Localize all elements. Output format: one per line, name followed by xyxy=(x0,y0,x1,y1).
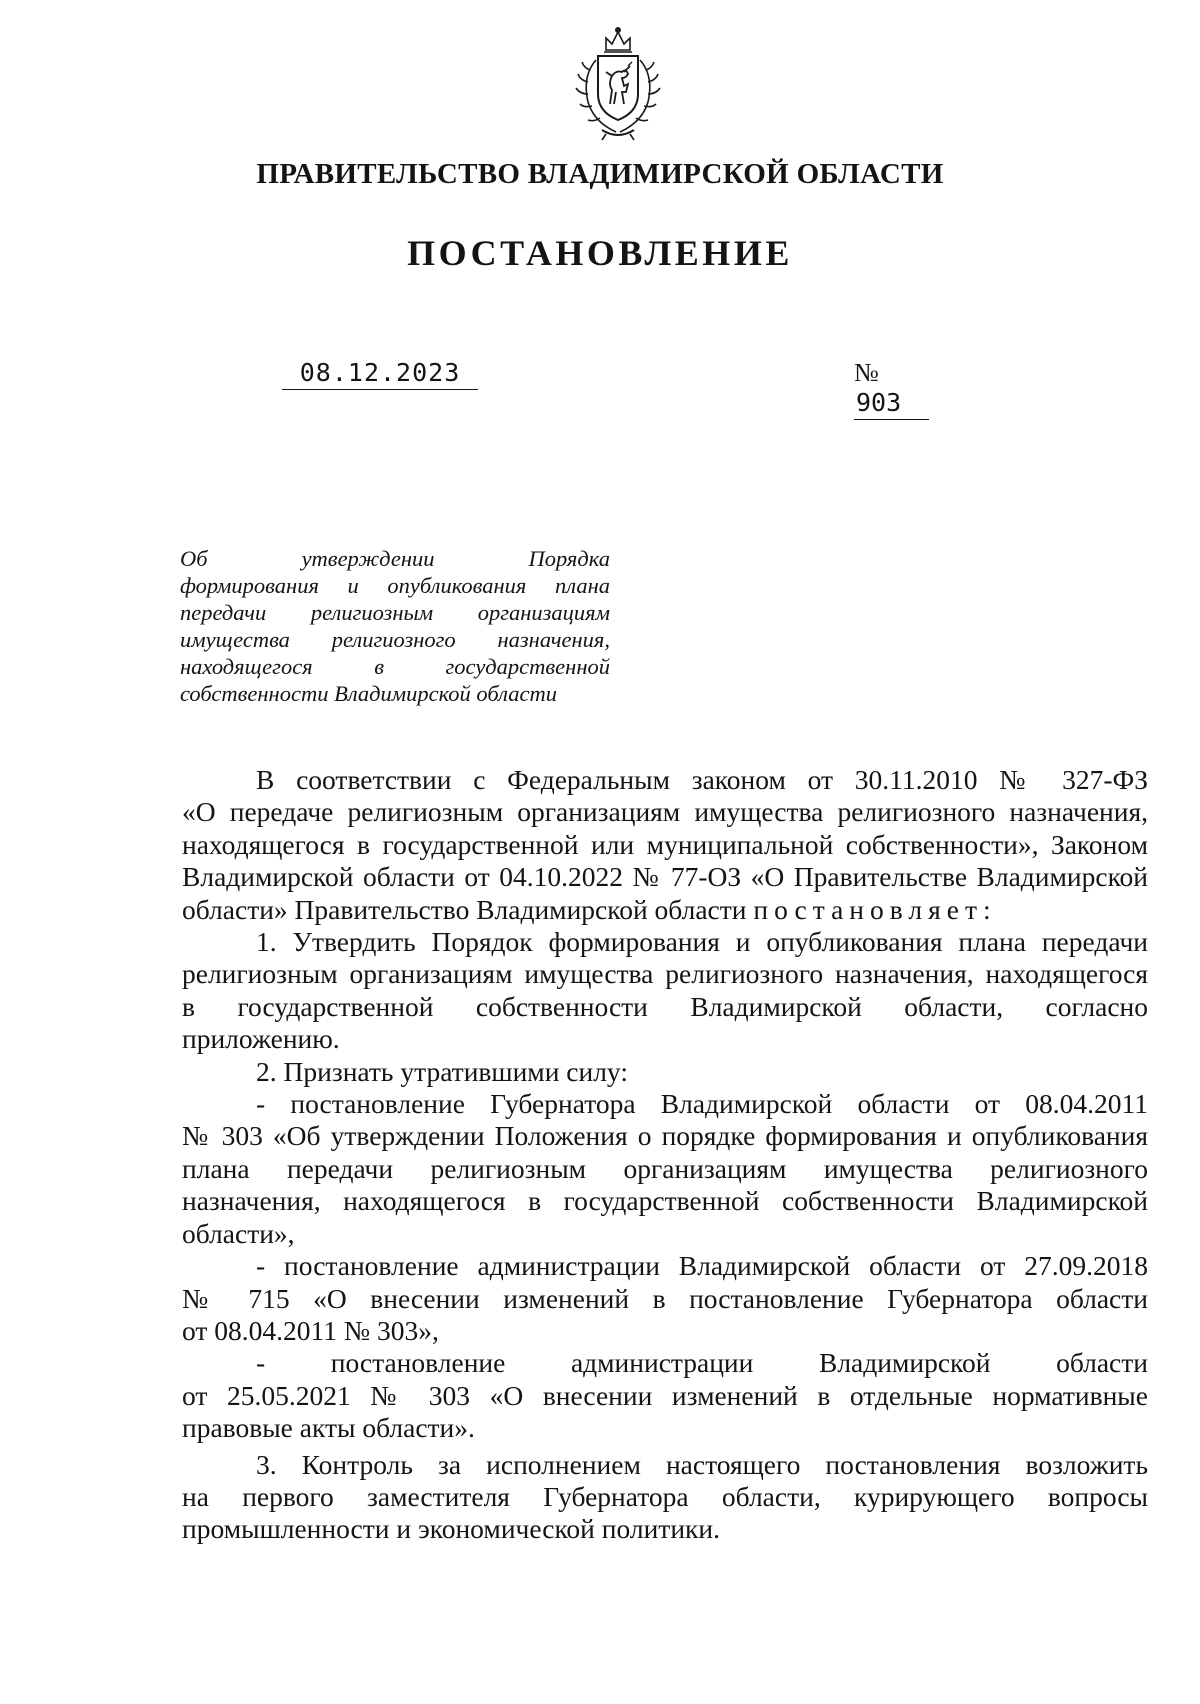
preamble-last-text: области» Правительство Владимирской области xyxy=(182,893,747,925)
subject-line: Об утверждении Порядка xyxy=(180,546,610,571)
body-line: № 303 «Об утверждении Положения о порядке формирования и опубликования xyxy=(182,1120,1148,1152)
body-line: промышленности и экономической политики. xyxy=(182,1513,720,1545)
item-3-paragraph xyxy=(182,1449,1148,1546)
preamble-paragraph xyxy=(182,764,1148,926)
subject-line: находящегося в государственной xyxy=(180,654,610,679)
body-line: В соответствии с Федеральным законом от 30.11.2010 № 327-ФЗ xyxy=(256,764,1148,795)
body-line: - постановление Губернатора Владимирской области от 08.04.2011 xyxy=(256,1088,1148,1120)
body-line: назначения, находящегося в государственной собственности Владимирской xyxy=(182,1185,1148,1217)
document-subject xyxy=(180,545,610,707)
body-line xyxy=(182,894,1148,926)
body-line: на первого заместителя Губернатора области, курирующего вопросы xyxy=(182,1480,1148,1512)
subject-line: передачи религиозным организациям xyxy=(180,600,610,625)
subject-line: имущества религиозного назначения, xyxy=(180,627,610,652)
body-line: - постановление администрации Владимирской области xyxy=(256,1347,1148,1379)
body-line: от 08.04.2011 № 303», xyxy=(182,1314,439,1346)
body-line: плана передачи религиозным организациям имущества религиозного xyxy=(182,1152,1148,1184)
document-date: 08.12.2023 xyxy=(282,358,478,390)
decree-word: постановляет: xyxy=(753,893,997,925)
government-title: ПРАВИТЕЛЬСТВО ВЛАДИМИРСКОЙ ОБЛАСТИ xyxy=(256,158,944,190)
body-line: «О передаче религиозным организациям имущества религиозного назначения, xyxy=(182,796,1148,828)
item-1-paragraph xyxy=(182,926,1148,1056)
body-line: 2. Признать утратившими силу: xyxy=(256,1055,628,1087)
body-line: находящегося в государственной или муниципальной собственности», Законом xyxy=(182,828,1148,860)
document-type-title: ПОСТАНОВЛЕНИЕ xyxy=(407,233,793,273)
body-line: в государственной собственности Владимирской области, согласно xyxy=(182,990,1148,1022)
body-line: 3. Контроль за исполнением настоящего постановления возложить xyxy=(256,1448,1148,1480)
body-line: религиозным организациям имущества религиозного назначения, находящегося xyxy=(182,958,1148,990)
document-body xyxy=(182,764,1148,1546)
body-line: приложению. xyxy=(182,1023,340,1055)
body-line: области», xyxy=(182,1217,295,1249)
body-line: № 715 «О внесении изменений в постановление Губернатора области xyxy=(182,1282,1148,1314)
document-number-field xyxy=(854,358,954,420)
subject-line: собственности Владимирской области xyxy=(180,681,557,706)
body-line: 1. Утвердить Порядок формирования и опубликования плана передачи xyxy=(256,926,1148,958)
item-2-paragraph xyxy=(182,1056,1148,1445)
document-number: 903 xyxy=(854,388,929,420)
subject-line: формирования и опубликования плана xyxy=(180,573,610,598)
body-line: Владимирской области от 04.10.2022 № 77-ОЗ «О Правительстве Владимирской xyxy=(182,861,1148,893)
body-line: от 25.05.2021 № 303 «О внесении изменений в отдельные нормативные xyxy=(182,1379,1148,1411)
number-sign: № xyxy=(854,358,879,387)
body-line: - постановление администрации Владимирской области от 27.09.2018 xyxy=(256,1250,1148,1282)
body-line: правовые акты области». xyxy=(182,1412,475,1444)
coat-of-arms-emblem-icon xyxy=(566,26,670,142)
